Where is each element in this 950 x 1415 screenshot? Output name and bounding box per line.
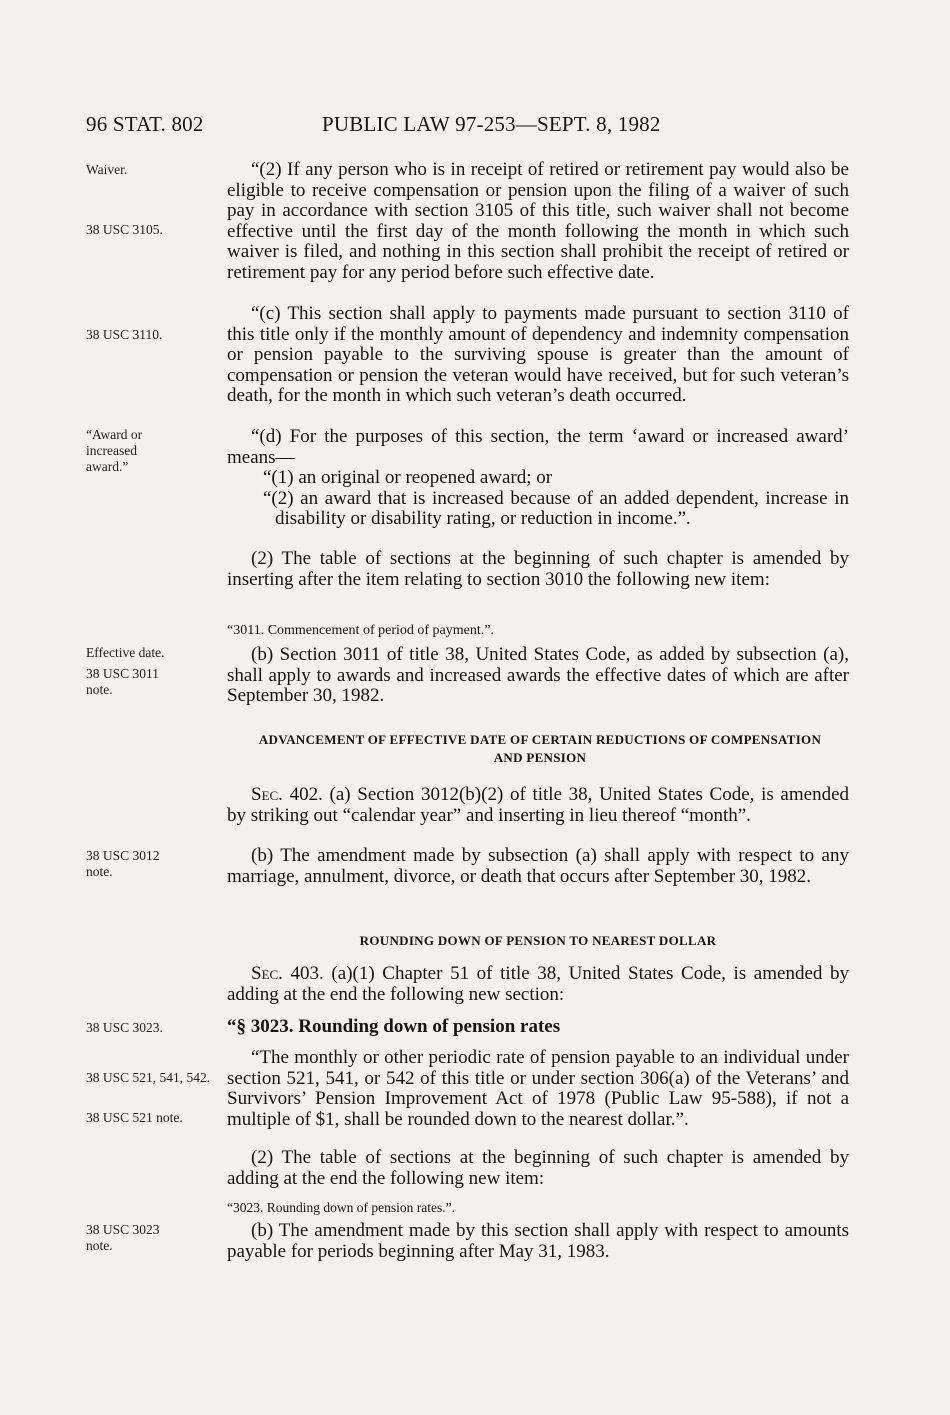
section-402-text: 402. (a) Section 3012(b)(2) of title 38, United States Code, is amended by striking out “calendar year” and inserting in lieu thereof “month”. <box>227 784 849 826</box>
heading-rounding-down: ROUNDING DOWN OF PENSION TO NEAREST DOLLAR <box>359 933 717 948</box>
sec-label: Sec. <box>251 784 283 805</box>
paragraph-text: “(d) For the purposes of this section, the term ‘award or increased award’ means— <box>227 426 849 468</box>
margin-note-38usc3023-note: 38 USC 3023 note. <box>86 1222 160 1253</box>
paragraph-text: “The monthly or other periodic rate of pension payable to an individual under section 521, 541, or 542 of this title or under section 306(a) of the Veterans’ and Survivors’ Pension Improvement Act of 1978 (Public Law 95-588), if not a multiple of $1, shall be rounded down to the nearest dollar.”. <box>227 1047 849 1130</box>
page-stat-citation: 96 STAT. 802 <box>86 112 204 136</box>
sec-label: Sec. <box>251 963 283 984</box>
margin-note-38usc3023: 38 USC 3023. <box>86 1020 163 1035</box>
section-3023-text <box>227 1048 849 1130</box>
paragraph-c-section-3110 <box>227 304 849 407</box>
paragraph-d2-text: “(2) an award that is increased because of an added dependent, increase in disability or disability rating, or reduction in income.”. <box>263 487 849 530</box>
paragraph-table-amendment <box>227 549 849 590</box>
margin-note-38usc3110: 38 USC 3110. <box>86 327 163 342</box>
margin-note-38usc3012-note: 38 USC 3012 note. <box>86 848 160 879</box>
table-item-3023: “3023. Rounding down of pension rates.”. <box>227 1200 455 1215</box>
paragraph-text: “(c) This section shall apply to payments made pursuant to section 3110 of this title only if the monthly amount of dependency and indemnity compensation or pension payable to the surviving spouse is greater than the amount of compensation or pension the veteran would have received, but for such veteran’s death, for the month in which such veteran’s death occurred. <box>227 303 849 407</box>
paragraph-text: (b) Section 3011 of title 38, United States Code, as added by subsection (a), shall apply to awards and increased awards the effective dates of which are after September 30, 1982. <box>227 644 849 707</box>
section-402-b <box>227 846 849 887</box>
section-402-a <box>227 785 849 826</box>
paragraph-text: “(2) If any person who is in receipt of retired or retirement pay would also be eligible to receive compensation or pension upon the filing of a waiver of such pay in accordance with section 3105 of this title, such waiver shall not become effective until the first day of the month following the month in which such waiver is filed, and nothing in this section shall prohibit the receipt of retired or retirement pay for any period before such effective date. <box>227 159 849 283</box>
margin-note-38usc3011-note: 38 USC 3011 note. <box>86 666 160 697</box>
paragraph-2-waiver <box>227 160 849 284</box>
paragraph-d-definition <box>227 427 849 530</box>
margin-note-38usc521: 38 USC 521, 541, 542. <box>86 1070 211 1085</box>
paragraph-d1-text: “(1) an original or reopened award; or <box>263 467 553 489</box>
margin-note-waiver: Waiver. <box>86 162 128 177</box>
margin-note-effective-date: Effective date. <box>86 645 165 660</box>
heading-advancement-effective-date: ADVANCEMENT OF EFFECTIVE DATE OF CERTAIN REDUCTIONS OF COMPENSATION AND PENSION <box>258 732 822 765</box>
paragraph-b-section-3011 <box>227 645 849 707</box>
margin-note-award-definition: “Award or increased award.” <box>86 427 143 474</box>
section-403-text: 403. (a)(1) Chapter 51 of title 38, United States Code, is amended by adding at the end the following new section: <box>227 963 849 1005</box>
paragraph-text: (2) The table of sections at the beginning of such chapter is amended by inserting after the item relating to section 3010 the following new item: <box>227 548 849 590</box>
paragraph-table-amendment-2 <box>227 1148 849 1189</box>
margin-note-38usc521-note: 38 USC 521 note. <box>86 1110 183 1125</box>
table-item-3011: “3011. Commencement of period of payment.”. <box>227 623 494 638</box>
page-running-title: PUBLIC LAW 97-253—SEPT. 8, 1982 <box>322 112 661 136</box>
section-403-a1 <box>227 964 849 1005</box>
margin-note-38usc3105: 38 USC 3105. <box>86 222 163 237</box>
paragraph-text: (2) The table of sections at the beginning of such chapter is amended by adding at the end the following new item: <box>227 1147 849 1189</box>
paragraph-text: (b) The amendment made by this section shall apply with respect to amounts payable for periods beginning after May 31, 1983. <box>227 1220 849 1262</box>
paragraph-text: (b) The amendment made by subsection (a) shall apply with respect to any marriage, annulment, divorce, or death that occurs after September 30, 1982. <box>227 845 849 887</box>
section-403-b <box>227 1221 849 1262</box>
section-3023-heading: “§ 3023. Rounding down of pension rates <box>227 1016 561 1037</box>
